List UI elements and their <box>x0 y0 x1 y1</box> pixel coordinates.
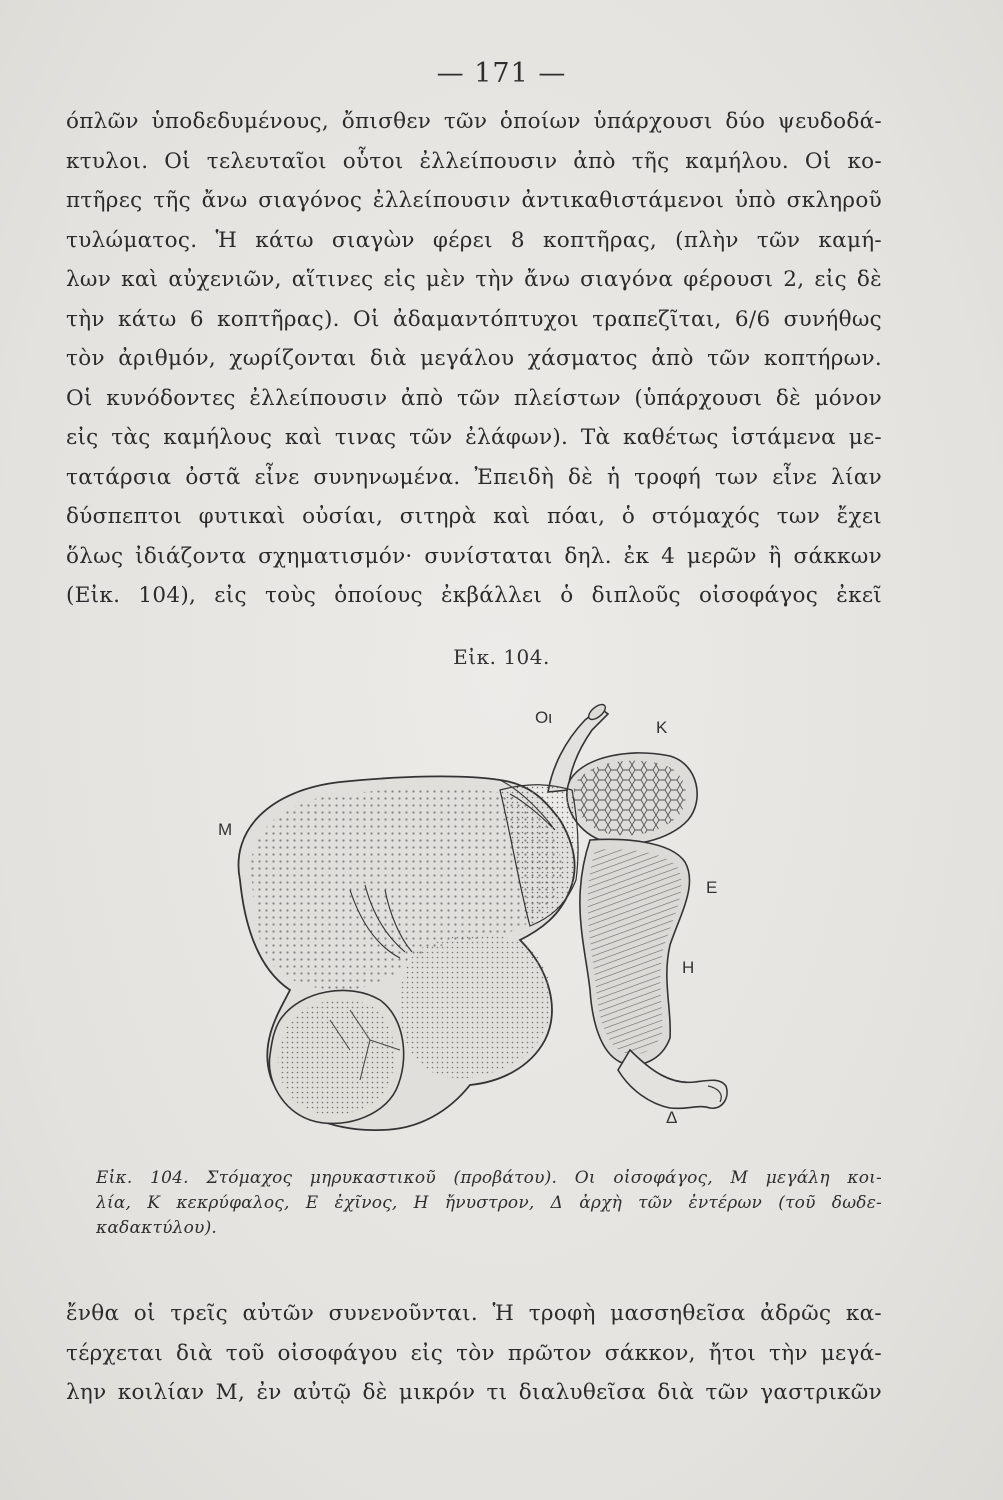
label-duodenum: Δ <box>666 1108 678 1127</box>
page-number: — 171 — <box>436 58 567 89</box>
label-omasum: Ε <box>706 878 718 897</box>
caption-line: Εἰκ. 104. Στόμαχος μηρυκαστικοῦ (προβάτου). Οι οἰσοφάγος, Μ μεγάλη κοι- <box>96 1168 882 1188</box>
figure-caption <box>96 1166 882 1241</box>
label-reticulum: Κ <box>656 718 668 737</box>
text-line: εἰς τὰς καμήλους καὶ τινας τῶν ἐλάφων). Τὰ καθέτως ἱστάμενα με- <box>66 425 882 450</box>
stomach-illustration <box>200 690 760 1160</box>
text-line: δύσπεπτοι φυτικαὶ οὐσίαι, σιτηρὰ καὶ πόαι, ὁ στόμαχός των ἔχει <box>66 504 882 529</box>
text-line: κτυλοι. Οἱ τελευταῖοι οὗτοι ἐλλείπουσιν ἀπὸ τῆς καμήλου. Οἱ κο- <box>66 148 882 174</box>
duodenum-shape <box>618 1050 727 1108</box>
text-line: τατάρσια ὀστᾶ εἶνε συνηνωμένα. Ἐπειδὴ δὲ ἡ τροφή των εἶνε λίαν <box>66 464 882 490</box>
text-line: Οἱ κυνόδοντες ἐλλείπουσιν ἀπὸ τῶν πλείστων (ὑπάρχουσι δὲ μόνον <box>66 385 882 411</box>
text-line: όπλῶν ὑποδεδυμένους, ὄπισθεν τῶν ὁποίων ὑπάρχουσι δύο ψευδοδά- <box>66 109 882 134</box>
label-rumen: Μ <box>218 820 233 839</box>
text-line: λην κοιλίαν Μ, ἐν αὐτῷ δὲ μικρόν τι διαλυθεῖσα διὰ τῶν γαστρικῶν <box>66 1380 882 1405</box>
label-oesophagus: Οι <box>535 708 552 727</box>
stomach-drawing <box>200 690 760 1160</box>
text-line: πτῆρες τῆς ἄνω σιαγόνος ἐλλείπουσιν ἀντικαθιστάμενοι ὑπὸ σκληροῦ <box>66 188 882 213</box>
caption-line: λία, Κ κεκρύφαλος, Ε ἐχῖνος, Η ἤνυστρον, Δ ἀρχὴ τῶν ἐντέρων (τοῦ δωδε- <box>96 1193 882 1213</box>
text-line: ἔνθα οἱ τρεῖς αὐτῶν συνενοῦνται. Ἡ τροφὴ μασσηθεῖσα ἀδρῶς κα- <box>66 1301 882 1326</box>
text-line: λων καὶ αὐχενιῶν, αἵτινες εἰς μὲν τὴν ἄνω σιαγόνα φέρουσι 2, εἰς δὲ <box>66 267 882 292</box>
text-line: (Εἰκ. 104), εἰς τοὺς ὁποίους ἐκβάλλει ὁ διπλοῦς οἰσοφάγος ἐκεῖ <box>66 583 882 608</box>
body-text-bottom <box>66 1294 882 1413</box>
label-abomasum: Η <box>682 958 695 977</box>
text-line: ὅλως ἰδιάζοντα σχηματισμόν· συνίσταται δηλ. ἐκ 4 μερῶν ἢ σάκκων <box>66 543 882 569</box>
text-line: τὸν ἀριθμόν, χωρίζονται διὰ μεγάλου χάσματος ἀπὸ τῶν κοπτήρων. <box>66 346 882 371</box>
text-line: τέρχεται διὰ τοῦ οἰσοφάγου εἰς τὸν πρῶτον σάκκον, ἤτοι τὴν μεγά- <box>66 1340 882 1366</box>
figure-title: Εἰκ. 104. <box>453 645 550 669</box>
body-text-top <box>66 102 882 616</box>
text-line: τυλώματος. Ἡ κάτω σιαγὼν φέρει 8 κοπτῆρας, (πλὴν τῶν καμή- <box>66 227 882 253</box>
caption-line: καδακτύλου). <box>96 1218 218 1238</box>
text-line: τὴν κάτω 6 κοπτῆρας). Οἱ ἀδαμαντόπτυχοι τραπεζῖται, 6/6 συνήθως <box>66 306 882 332</box>
